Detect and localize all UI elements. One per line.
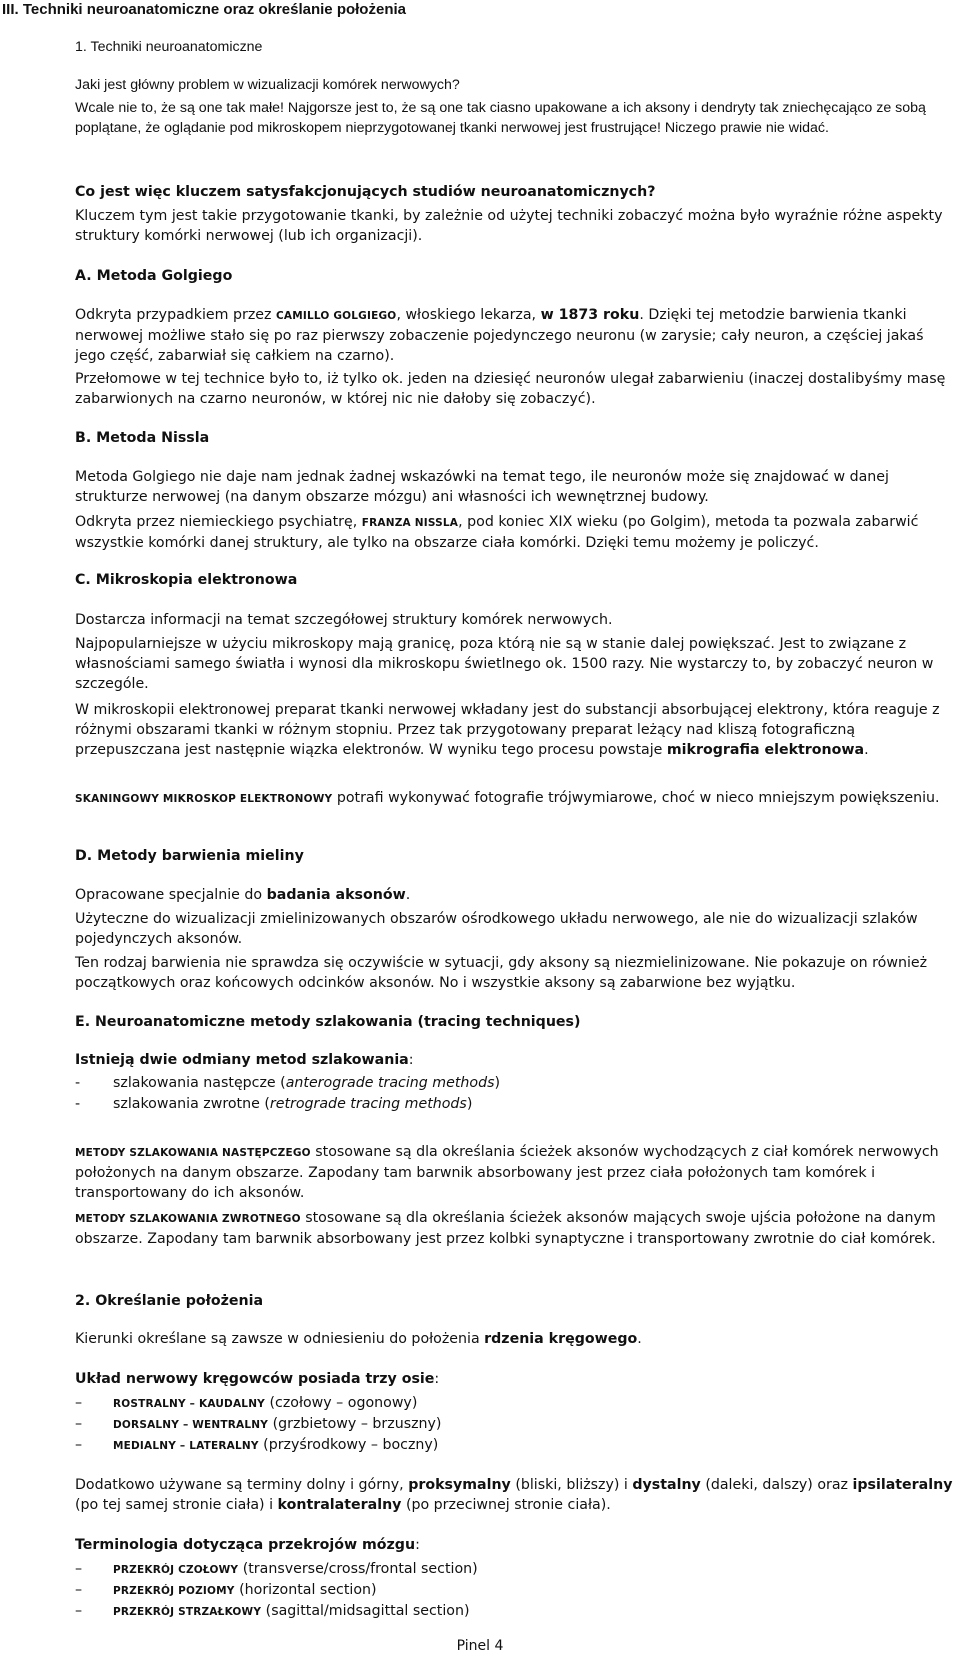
list-item: – DORSALNY – WENTRALNY (grzbietowy – brzuszny)	[75, 1416, 442, 1432]
heading-b: B. Metoda Nissla	[75, 430, 210, 446]
section-2-paragraph-1: Kierunki określane są zawsze w odniesieniu do położenia rdzenia kręgowego.	[75, 1331, 642, 1347]
list-item: – PRZEKRÓJ POZIOMY (horizontal section)	[75, 1582, 377, 1598]
key-term: METODY SZLAKOWANIA NASTĘPCZEGO	[75, 1147, 311, 1159]
section-1-heading: 1. Techniki neuroanatomiczne	[75, 39, 263, 55]
question-2: Co jest więc kluczem satysfakcjonujących studiów neuroanatomicznych?	[75, 184, 656, 200]
d-paragraph-2: Użyteczne do wizualizacji zmielinizowanych obszarów ośrodkowego układu nerwowego, ale nie do wizualizacji szlaków pojedynczych aksonów.	[75, 911, 918, 947]
e-subheading: Istnieją dwie odmiany metod szlakowania:	[75, 1052, 414, 1068]
key-term: SKANINGOWY MIKROSKOP ELEKTRONOWY	[75, 793, 333, 805]
b-paragraph-2: Odkryta przez niemieckiego psychiatrę, FRANZA NISSLA, pod koniec XIX wieku (po Golgim), metoda ta pozwala zabarwić wszystkie komórki danej struktury, ale tylko na obszarze ciała komórki. Dzięki temu możemy je policzyć.	[75, 514, 919, 551]
section-2-paragraph-2: Dodatkowo używane są terminy dolny i górny, proksymalny (bliski, bliższy) i dystalny (daleki, dalszy) oraz ipsilateralny (po tej samej stronie ciała) i kontralateralny (po przeciwnej stronie ciała).	[75, 1477, 953, 1513]
key-term: rdzenia kręgowego	[484, 1331, 638, 1347]
a-paragraph-1: Odkryta przypadkiem przez CAMILLO GOLGIEGO, włoskiego lekarza, w 1873 roku. Dzięki tej metodzie barwienia tkanki nerwowej możliwe stało się po raz pierwszy zobaczenie pojedynczego neuronu (w zarysie; cały neuron, a częściej jakaś jego część, zabarwiał się całkiem na czarno).	[75, 307, 924, 364]
e-paragraph-2: METODY SZLAKOWANIA ZWROTNEGO stosowane są dla określania ścieżek aksonów mających swoje ujścia położone na danym obszarze. Zapodany tam barwnik absorbowany jest przez kolbki synaptyczne i transportowany zwrotnie do ciał komórek.	[75, 1210, 936, 1247]
c-paragraph-4: SKANINGOWY MIKROSKOP ELEKTRONOWY potrafi wykonywać fotografie trójwymiarowe, choć w nieco mniejszym powiększeniu.	[75, 790, 940, 806]
axes-heading: Układ nerwowy kręgowców posiada trzy osie:	[75, 1371, 440, 1387]
a-paragraph-2: Przełomowe w tej technice było to, iż tylko ok. jeden na dziesięć neuronów ulegał zabarwieniu (inaczej dostalibyśmy masę zabarwionych na czarno neuronów, w której nic nie dałoby się zobaczyć).	[75, 371, 946, 407]
list-item: - szlakowania następcze (anterograde tracing methods)	[75, 1075, 501, 1091]
year: w 1873 roku	[540, 307, 640, 323]
c-paragraph-1: Dostarcza informacji na temat szczegółowej struktury komórek nerwowych.	[75, 612, 613, 628]
b-paragraph-1: Metoda Golgiego nie daje nam jednak żadnej wskazówki na temat tego, ile neuronów może się znajdować w danej strukturze nerwowej (na danym obszarze mózgu) ani własności ich wewnętrznej budowy.	[75, 469, 889, 505]
list-item: – PRZEKRÓJ STRZAŁKOWY (sagittal/midsagittal section)	[75, 1603, 470, 1619]
c-paragraph-2: Najpopularniejsze w użyciu mikroskopy mają granicę, poza którą nie są w stanie dalej powiększać. Jest to związane z własnościami samego światła i wynosi dla mikroskopu świetlnego ok. 1500 razy. Nie wystarczy to, by zobaczyć neuron w szczególe.	[75, 636, 934, 692]
question-2-answer: Kluczem tym jest takie przygotowanie tkanki, by zależnie od użytej techniki zobaczyć można było wyraźnie różne aspekty struktury komórki nerwowej (lub ich organizacji).	[75, 208, 943, 244]
page-footer: Pinel 4	[456, 1638, 504, 1654]
d-paragraph-1: Opracowane specjalnie do badania aksonów.	[75, 887, 411, 903]
heading-d: D. Metody barwienia mieliny	[75, 848, 304, 864]
d-paragraph-3: Ten rodzaj barwienia nie sprawdza się oczywiście w sytuacji, gdy aksony są niezmielinizowane. Nie pokazuje on również początkowych oraz końcowych odcinków aksonów. No i wszystkie aksony są zabarwione bez wyjątku.	[75, 955, 928, 991]
heading-c: C. Mikroskopia elektronowa	[75, 572, 298, 588]
key-term: badania aksonów	[266, 887, 406, 903]
key-term: mikrografia elektronowa	[666, 742, 865, 758]
e-paragraph-1: METODY SZLAKOWANIA NASTĘPCZEGO stosowane są dla określania ścieżek aksonów wychodzących z ciał komórek nerwowych położonych na danym obszarze. Zapodany tam barwnik absorbowany jest przez ciała położonych tam komórek i transportowany do ich aksonów.	[75, 1144, 939, 1201]
list-item: - szlakowania zwrotne (retrograde tracing methods)	[75, 1096, 473, 1112]
question-1-answer: Wcale nie to, że są one tak małe! Najgorsze jest to, że są one tak ciasno upakowane a ich aksony i dendryty tak zniechęcająco ze sobą poplątane, że oglądanie pod mikroskopem nieprzygotowanej tkanki nerwowej jest frustrujące! Niczego prawie nie widać.	[75, 100, 926, 136]
section-2-heading: 2. Określanie położenia	[75, 1293, 264, 1309]
question-1: Jaki jest główny problem w wizualizacji komórek nerwowych?	[75, 77, 460, 93]
key-term: METODY SZLAKOWANIA ZWROTNEGO	[75, 1213, 301, 1225]
heading-e: E. Neuroanatomiczne metody szlakowania (tracing techniques)	[75, 1014, 581, 1030]
list-item: – ROSTRALNY – KAUDALNY (czołowy – ogonowy)	[75, 1395, 418, 1411]
c-paragraph-3: W mikroskopii elektronowej preparat tkanki nerwowej wkładany jest do substancji absorbującej elektrony, która reaguje z różnymi obszarami tkanki w różnym stopniu. Przez tak przygotowany preparat leżący nad kliszą fotograficzną przepuszczana jest następnie wiązka elektronów. W wyniku tego procesu powstaje mikrografia elektronowa.	[75, 702, 940, 758]
list-item: – MEDIALNY – LATERALNY (przyśrodkowy – boczny)	[75, 1437, 439, 1453]
heading-a: A. Metoda Golgiego	[75, 268, 233, 284]
person-name: FRANZA NISSLA	[361, 517, 459, 529]
person-name: CAMILLO GOLGIEGO	[275, 310, 397, 322]
list-item: – PRZEKRÓJ CZOŁOWY (transverse/cross/frontal section)	[75, 1561, 478, 1577]
sections-heading: Terminologia dotycząca przekrojów mózgu:	[75, 1537, 420, 1553]
page-title: III. Techniki neuroanatomiczne oraz określanie położenia	[2, 1, 406, 18]
